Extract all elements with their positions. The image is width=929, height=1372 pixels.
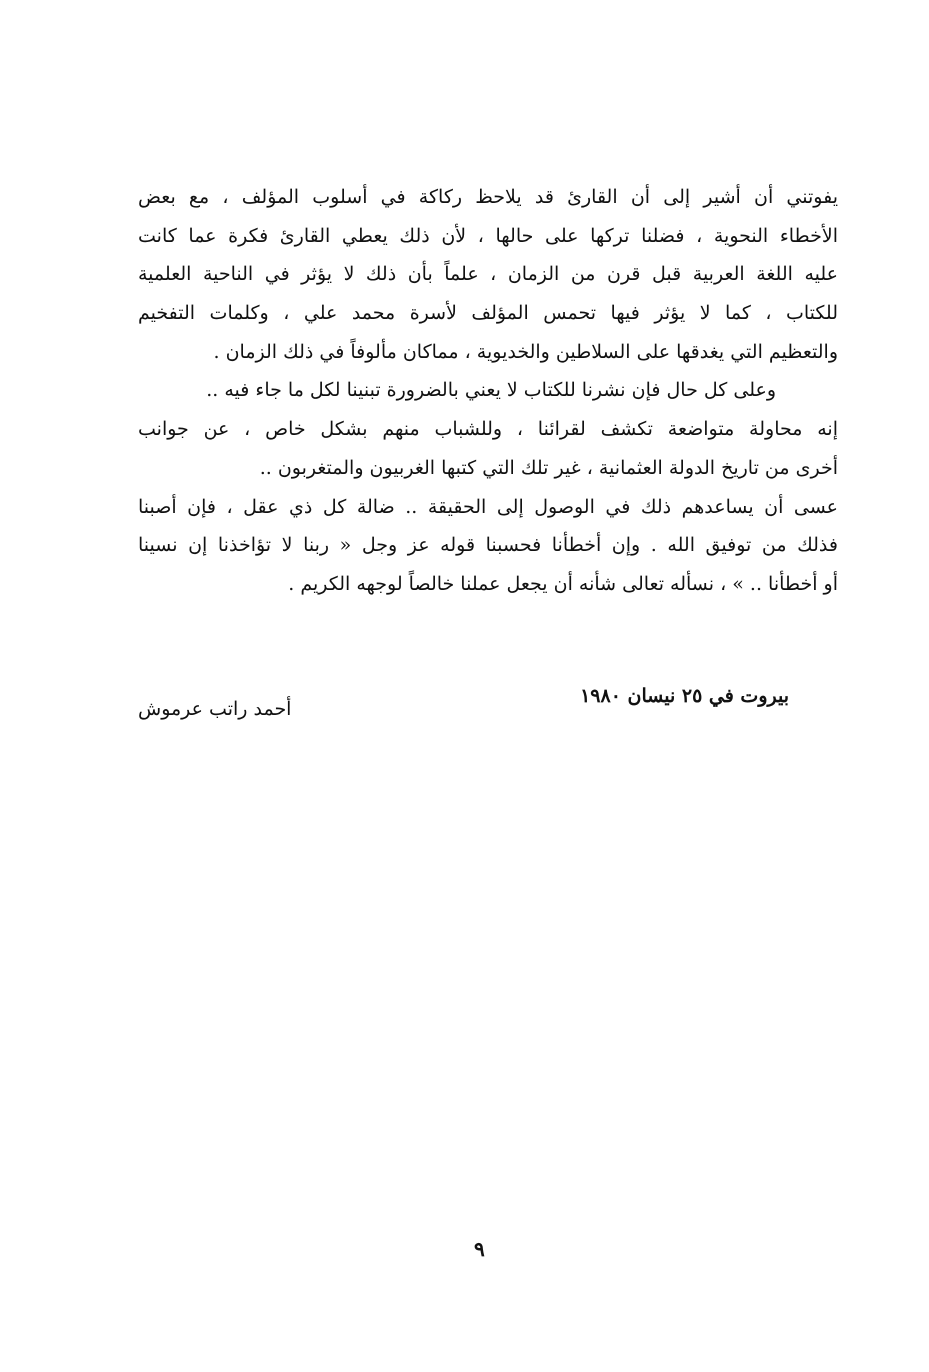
text-line: الأخطاء النحوية ، فضلنا تركها على حالها ، لأن ذلك يعطي القارئ فكرة عما كانت bbox=[138, 224, 838, 247]
text-line: عسى أن يساعدهم ذلك في الوصول إلى الحقيقة .. ضالة كل ذي عقل ، فإن أصبنا bbox=[138, 495, 838, 518]
text-line: وعلى كل حال فإن نشرنا للكتاب لا يعني بالضرورة تبنينا لكل ما جاء فيه .. bbox=[206, 379, 776, 402]
body-text bbox=[138, 178, 838, 604]
text-line: إنه محاولة متواضعة تكشف لقرائنا ، وللشباب منهم بشكل خاص ، عن جوانب bbox=[138, 418, 838, 441]
text-line: فذلك من توفيق الله . وإن أخطأنا فحسبنا قوله عز وجل « ربنا لا تؤاخذنا إن نسينا bbox=[138, 534, 838, 557]
author-name: أحمد راتب عرموش bbox=[138, 698, 292, 720]
text-line: أو أخطأنا .. » ، نسأله تعالى شأنه أن يجعل عملنا خالصاً لوجهه الكريم . bbox=[288, 572, 838, 595]
place-date: بيروت في ٢٥ نيسان ١٩٨٠ bbox=[580, 685, 789, 707]
text-line: عليه اللغة العربية قبل قرن من الزمان ، علماً بأن ذلك لا يؤثر في الناحية العلمية bbox=[138, 263, 838, 286]
text-line: أخرى من تاريخ الدولة العثمانية ، غير تلك التي كتبها الغربيون والمتغربون .. bbox=[259, 456, 838, 479]
text-line: والتعظيم التي يغدقها على السلاطين والخديوية ، مماكان مألوفاً في ذلك الزمان . bbox=[213, 340, 838, 363]
page-number: ٩ bbox=[474, 1237, 485, 1261]
text-line: للكتاب ، كما لا يؤثر فيها تحمس المؤلف لأسرة محمد علي ، وكلمات التفخيم bbox=[138, 302, 838, 325]
text-line: يفوتني أن أشير إلى أن القارئ قد يلاحظ ركاكة في أسلوب المؤلف ، مع بعض bbox=[138, 186, 838, 208]
